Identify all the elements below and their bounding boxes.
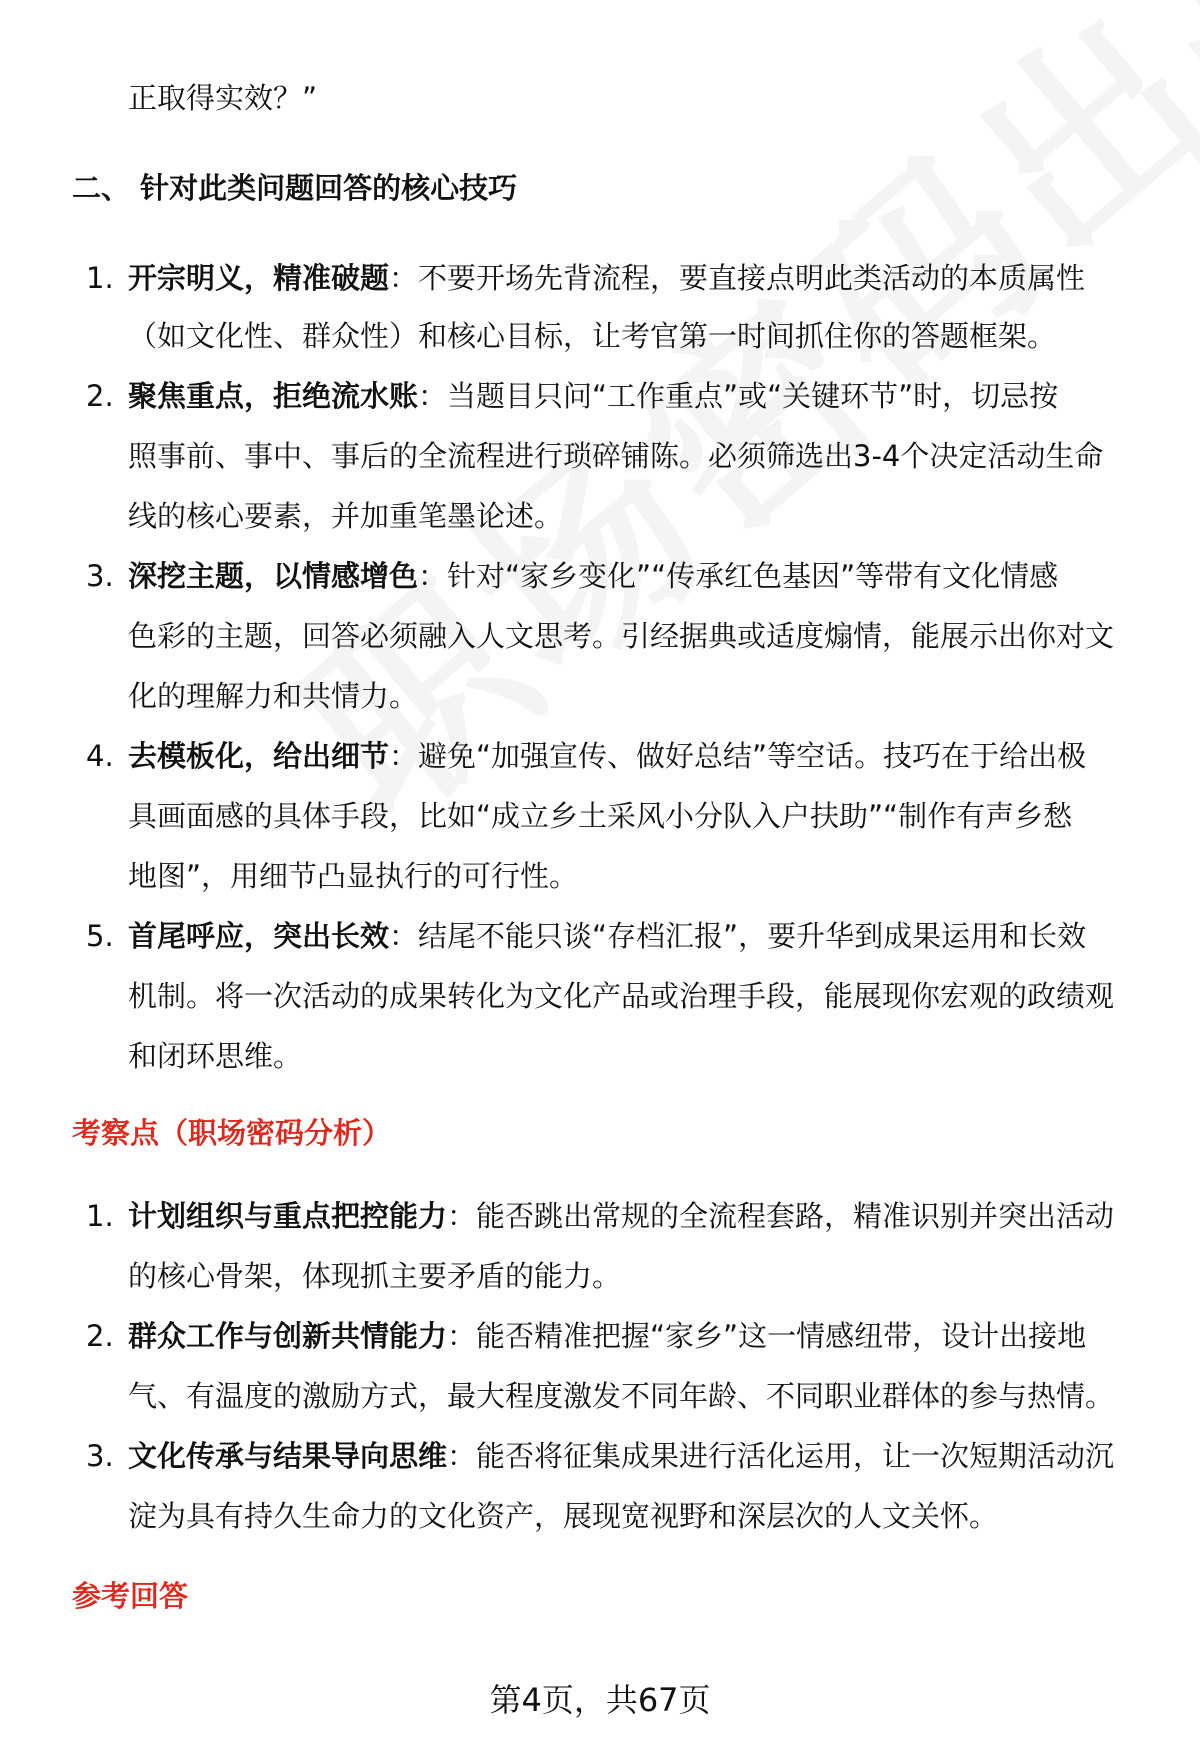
list-number: 2. <box>86 1319 114 1353</box>
list-item-first-line <box>128 736 1086 776</box>
list-item-first-line <box>128 258 1085 298</box>
list-item-text: ：避免“加强宣传、做好总结”等空话。技巧在于给出极 <box>389 739 1087 773</box>
list-item-text: ：能否将征集成果进行活化运用，让一次短期活动沉 <box>447 1439 1115 1473</box>
list-number: 1. <box>86 1199 114 1233</box>
list-item-first-line <box>128 916 1086 956</box>
list-number: 4. <box>86 739 114 773</box>
list-item-text: 具画面感的具体手段，比如“成立乡土采风小分队入户扶助”“制作有声乡愁 <box>128 799 1073 833</box>
list-item-text: 线的核心要素，并加重笔墨论述。 <box>128 499 564 533</box>
list-item-text: 机制。将一次活动的成果转化为文化产品或治理手段，能展现你宏观的政绩观 <box>128 979 1115 1013</box>
section-heading-techniques: 二、 针对此类问题回答的核心技巧 <box>72 171 518 205</box>
list-item-text: 地图”，用细节凸显执行的可行性。 <box>128 859 579 893</box>
list-item-first-line <box>128 1436 1114 1476</box>
list-item-keyword: 首尾呼应，突出长效 <box>128 919 390 953</box>
list-item-text: （如文化性、群众性）和核心目标，让考官第一时间抓住你的答题框架。 <box>128 319 1057 353</box>
list-item-text: 和闭环思维。 <box>128 1039 303 1073</box>
list-item-keyword: 去模板化，给出细节 <box>128 739 390 773</box>
page-number-footer: 第4页，共67页 <box>489 1681 711 1719</box>
section-heading-reference-answer: 参考回答 <box>72 1579 189 1613</box>
list-item-text: 气、有温度的激励方式，最大程度激发不同年龄、不同职业群体的参与热情。 <box>128 1379 1115 1413</box>
list-item-text: 的核心骨架，体现抓主要矛盾的能力。 <box>128 1259 622 1293</box>
list-item-keyword: 开宗明义，精准破题 <box>128 261 390 295</box>
list-item-text: ：当题目只问“工作重点”或“关键环节”时，切忌按 <box>418 379 1059 413</box>
list-item-text: ：针对“家乡变化”“传承红色基因”等带有文化情感 <box>418 559 1059 593</box>
list-number: 2. <box>86 379 114 413</box>
list-item-text: 色彩的主题，回答必须融入人文思考。引经据典或适度煽情，能展示出你对文 <box>128 619 1115 653</box>
section-heading-assessment: 考察点（职场密码分析） <box>72 1116 392 1150</box>
list-number: 3. <box>86 1439 114 1473</box>
list-item-first-line <box>128 1316 1086 1356</box>
list-item-text: 照事前、事中、事后的全流程进行琐碎铺陈。必须筛选出3-4个决定活动生命 <box>128 439 1104 473</box>
list-number: 3. <box>86 559 114 593</box>
list-item-keyword: 文化传承与结果导向思维 <box>128 1439 448 1473</box>
list-item-text: 淀为具有持久生命力的文化资产，展现宽视野和深层次的人文关怀。 <box>128 1499 999 1533</box>
list-item-keyword: 计划组织与重点把控能力 <box>128 1199 448 1233</box>
list-item-first-line <box>128 376 1058 416</box>
list-item-text: ：能否跳出常规的全流程套路，精准识别并突出活动 <box>447 1199 1115 1233</box>
list-item-keyword: 深挖主题，以情感增色 <box>128 559 419 593</box>
list-item-keyword: 群众工作与创新共情能力 <box>128 1319 448 1353</box>
list-item-first-line <box>128 1196 1114 1236</box>
list-item-text: ：能否精准把握“家乡”这一情感纽带，设计出接地 <box>447 1319 1087 1353</box>
list-item-text: ：不要开场先背流程，要直接点明此类活动的本质属性 <box>389 261 1086 295</box>
list-item-first-line <box>128 556 1058 596</box>
intro-tail-text: 正取得实效？” <box>128 81 318 115</box>
list-number: 5. <box>86 919 114 953</box>
list-item-text: ：结尾不能只谈“存档汇报”，要升华到成果运用和长效 <box>389 919 1087 953</box>
list-item-keyword: 聚焦重点，拒绝流水账 <box>128 379 419 413</box>
list-number: 1. <box>86 261 114 295</box>
list-item-text: 化的理解力和共情力。 <box>128 679 419 713</box>
